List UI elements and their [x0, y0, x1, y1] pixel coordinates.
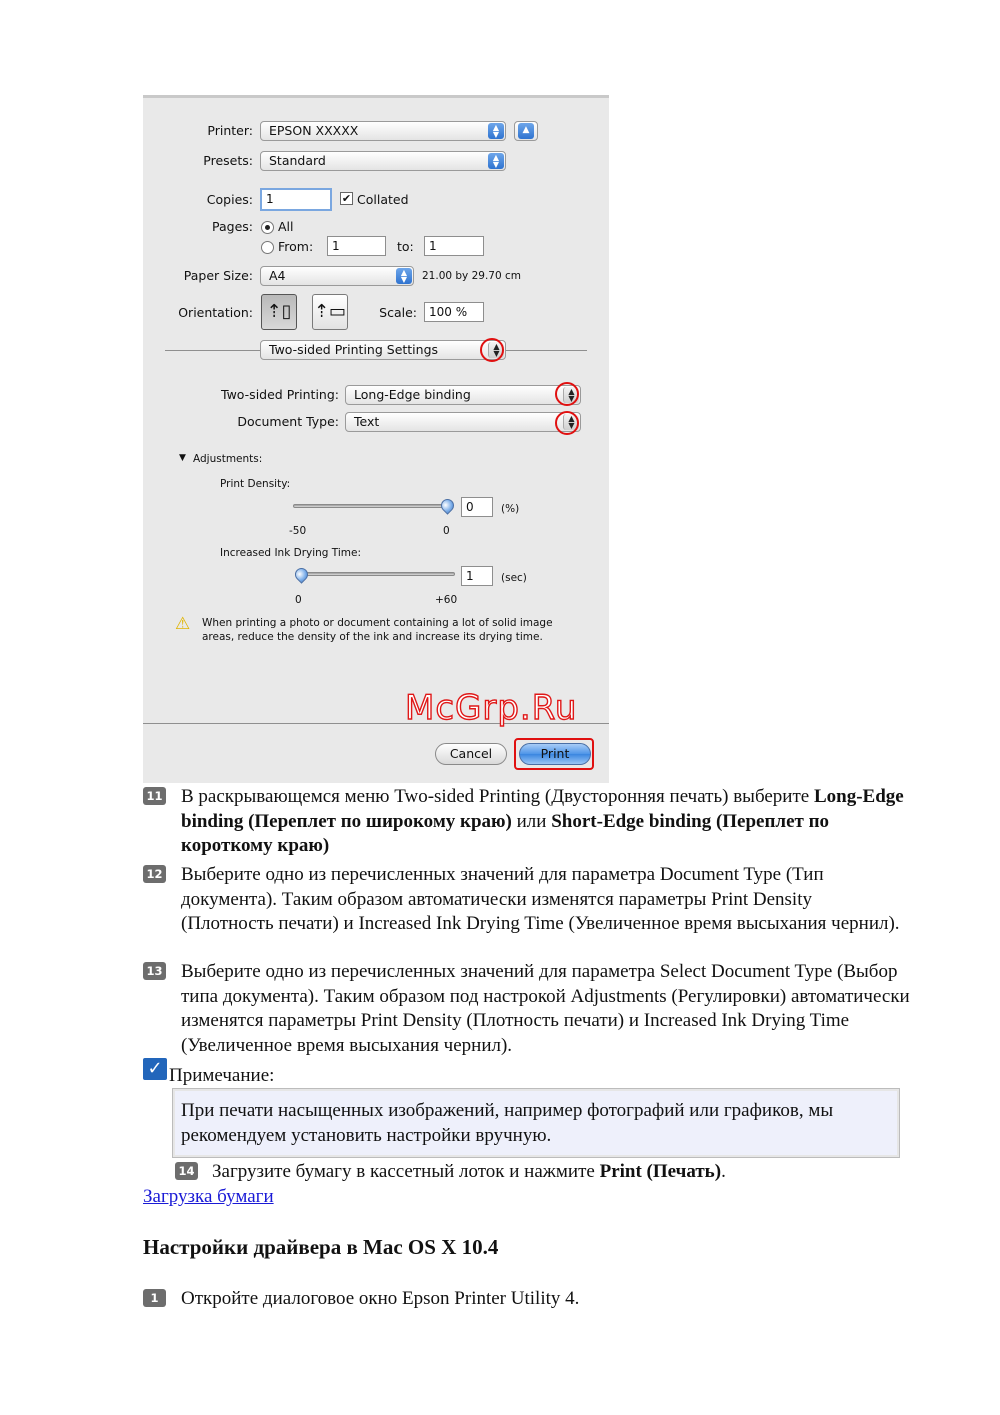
step-14-tail: . [721, 1161, 726, 1182]
print-density-input[interactable]: 0 [461, 497, 493, 517]
print-density-slider[interactable] [293, 504, 453, 508]
scale-label: Scale: [379, 305, 417, 320]
note-label: Примечание: [169, 1065, 275, 1086]
highlight-ring [555, 382, 579, 406]
note-check-icon: ✓ [143, 1058, 167, 1080]
orientation-label: Orientation: [178, 305, 253, 320]
density-max-label: 0 [443, 525, 450, 537]
collated-checkbox[interactable]: ✔ [341, 192, 352, 205]
pages-from-label: From: [278, 239, 314, 254]
cancel-button[interactable]: Cancel [435, 743, 507, 765]
pages-from-radio[interactable] [261, 241, 274, 254]
print-highlight-box [514, 738, 594, 770]
drying-min-label: 0 [295, 594, 302, 606]
step-11-text-a: В раскрывающемся меню Two-sided Printing (Двусторонняя печать) выберите [181, 786, 814, 807]
two-sided-select[interactable] [345, 385, 581, 405]
drying-time-unit: (sec) [501, 572, 527, 584]
landscape-icon: ⇡▭ [313, 301, 347, 322]
print-density-unit: (%) [501, 503, 520, 515]
panel-menu-value: Two-sided Printing Settings [269, 342, 439, 357]
step-number-badge: 14 [175, 1162, 198, 1180]
document-type-label: Document Type: [237, 414, 339, 429]
two-sided-value: Long-Edge binding [354, 387, 471, 402]
drying-time-slider[interactable] [295, 572, 455, 576]
step-11-bold-b: Short-Edge binding (Переплет по короткому краю) [181, 810, 830, 856]
drying-time-input[interactable]: 1 [461, 566, 493, 586]
step-14-bold: Print (Печать) [599, 1161, 722, 1182]
two-sided-label: Two-sided Printing: [221, 387, 339, 402]
updown-arrows-icon: ▲ ▼ [488, 153, 504, 169]
step-11-text [181, 785, 921, 859]
printer-select[interactable] [260, 121, 506, 141]
drying-time-label: Increased Ink Drying Time: [220, 547, 362, 559]
warning-icon: ⚠ [175, 614, 191, 634]
disclosure-up-icon: ▲ [518, 123, 534, 139]
copies-input[interactable]: 1 [260, 188, 332, 211]
document-type-select[interactable] [345, 412, 581, 432]
disclosure-triangle-icon[interactable]: ▼ [179, 453, 186, 463]
to-input[interactable]: 1 [424, 236, 484, 256]
watermark: McGrp.Ru [405, 688, 578, 728]
density-min-label: -50 [289, 525, 307, 537]
portrait-orientation-button[interactable] [261, 294, 297, 330]
step-number-badge: 12 [143, 865, 166, 883]
print-dialog [143, 95, 609, 783]
pages-label: Pages: [212, 219, 253, 234]
updown-arrows-icon: ▲ ▼ [488, 342, 504, 358]
step-1-text: Откройте диалоговое окно Epson Printer Utility 4. [181, 1288, 580, 1309]
print-density-label: Print Density: [220, 478, 291, 490]
collated-label: Collated [357, 192, 409, 207]
highlight-ring [555, 411, 579, 435]
updown-arrows-icon: ▲ ▼ [488, 123, 504, 139]
step-14-text-a: Загрузите бумагу в кассетный лоток и нажмите [212, 1161, 600, 1182]
load-paper-link[interactable]: Загрузка бумаги [143, 1186, 274, 1207]
paper-size-label: Paper Size: [183, 268, 253, 283]
step-number-badge: 13 [143, 962, 166, 980]
step-11-text-b: или [511, 810, 552, 832]
copies-label: Copies: [206, 192, 253, 207]
updown-arrows-icon: ▲ ▼ [563, 414, 579, 430]
to-label: to: [397, 239, 414, 254]
step-14-text [212, 1160, 912, 1185]
adjustments-label: Adjustments: [193, 453, 263, 465]
scale-input[interactable]: 100 % [424, 302, 484, 322]
portrait-icon: ⇡▯ [266, 301, 292, 322]
updown-arrows-icon: ▲ ▼ [396, 268, 412, 284]
from-input[interactable]: 1 [327, 236, 386, 256]
step-number-badge: 11 [143, 787, 166, 805]
pages-all-radio[interactable] [261, 221, 274, 234]
print-density-thumb[interactable] [438, 496, 456, 514]
expand-dialog-button[interactable] [514, 121, 538, 141]
step-12-text: Выберите одно из перечисленных значений для параметра Document Type (Тип документа). Таким образом автоматически изменятся параметры Print Density (Плотность печати) и Increased Ink Drying Time (Увеличенное время высыхания чернил). [181, 864, 900, 934]
section-heading: Настройки драйвера в Mac OS X 10.4 [143, 1235, 499, 1259]
paper-size-value: A4 [269, 268, 286, 283]
step-13-text: Выберите одно из перечисленных значений для параметра Select Document Type (Выбор типа документа). Таким образом под настрокой Adjustments (Регулировки) автоматически изменятся параметры Print Density (Плотность печати) и Increased Ink Drying Time (Увеличенное время высыхания чернил). [181, 961, 910, 1056]
landscape-orientation-button[interactable] [312, 294, 348, 330]
warning-text: When printing a photo or document containing a lot of solid image areas, reduce the density of the ink and increase its drying time. [202, 617, 553, 643]
printer-value: EPSON XXXXX [269, 123, 359, 138]
presets-value: Standard [269, 153, 326, 168]
presets-select[interactable] [260, 151, 506, 171]
note-text: При печати насыщенных изображений, например фотографий или графиков, мы рекомендуем установить настройки вручную. [181, 1100, 834, 1146]
printer-label: Printer: [207, 123, 253, 138]
step-number-badge: 1 [143, 1289, 166, 1307]
step-11-bold-a: Long-Edge binding (Переплет по широкому краю) [181, 786, 904, 832]
presets-label: Presets: [203, 153, 253, 168]
note-box [172, 1088, 900, 1158]
panel-menu-select[interactable] [260, 340, 506, 360]
drying-time-thumb[interactable] [292, 565, 310, 583]
document-type-value: Text [354, 414, 380, 429]
updown-arrows-icon: ▲ ▼ [563, 387, 579, 403]
drying-max-label: +60 [435, 594, 458, 606]
pages-all-label: All [278, 219, 294, 234]
highlight-ring [480, 338, 504, 362]
paper-dimensions: 21.00 by 29.70 cm [422, 270, 522, 282]
paper-size-select[interactable] [260, 266, 414, 286]
print-button[interactable]: Print [519, 743, 591, 765]
